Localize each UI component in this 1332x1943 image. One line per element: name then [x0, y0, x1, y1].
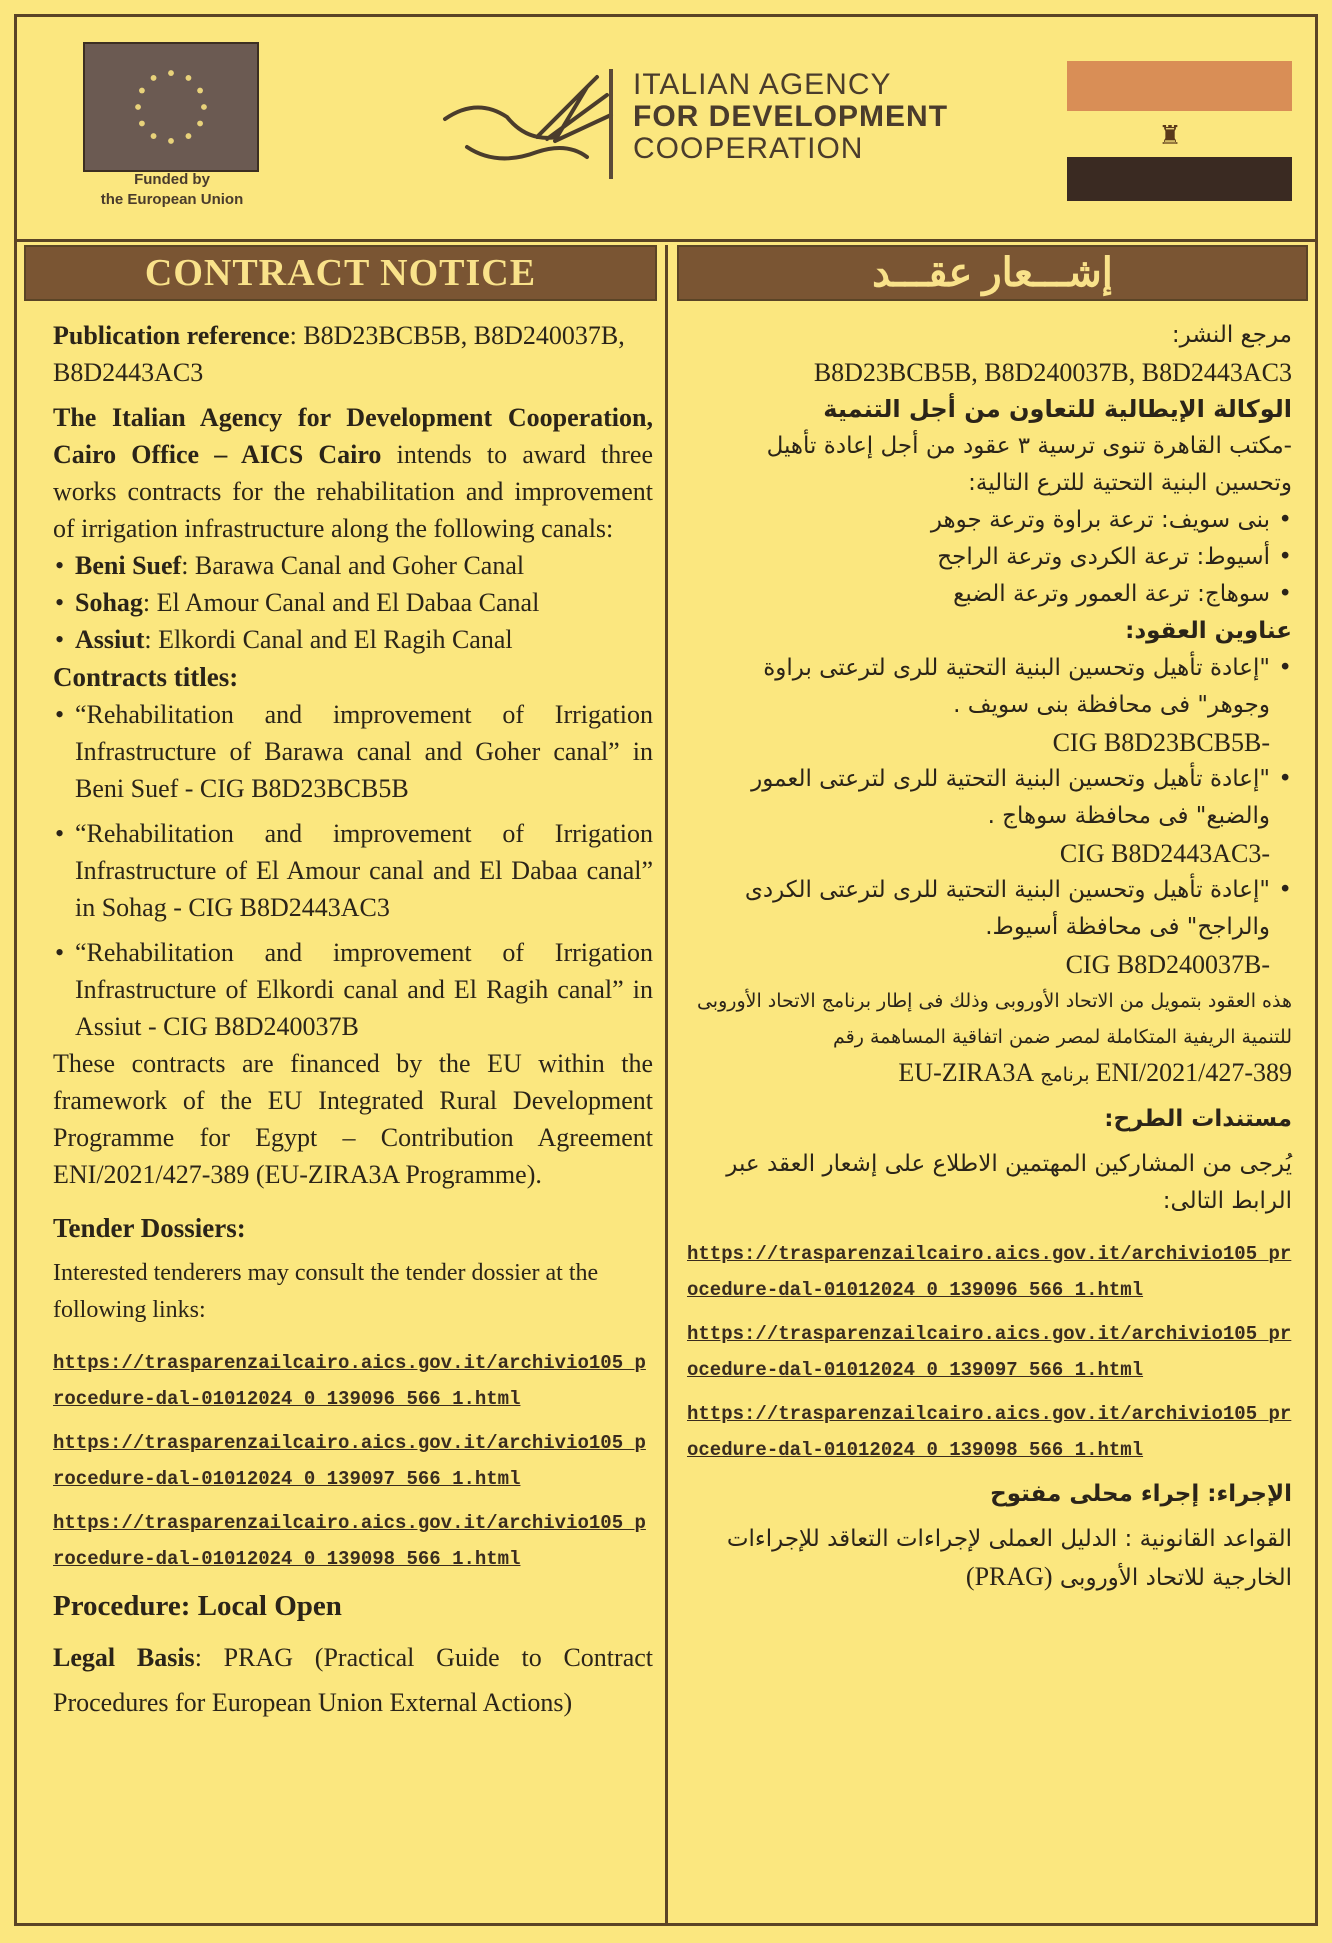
agency-name: [633, 69, 948, 165]
ar-contract-text: "إعادة تأهيل وتحسين البنية التحتية للرى لترعتى براوة وجوهر" فى محافظة بنى سويف .: [763, 655, 1270, 718]
intro-bold: The Italian Agency for Development Cooperation, Cairo Office – AICS Cairo: [53, 403, 653, 469]
ar-contract-cig: CIG B8D2443AC3-: [1059, 839, 1270, 868]
ar-contract-cig: CIG B8D240037B-: [1065, 950, 1270, 979]
list-item: [687, 761, 1292, 872]
list-item: [53, 584, 653, 621]
eu-caption: [77, 170, 267, 210]
eu-caption-line1: Funded by: [134, 171, 210, 188]
ar-tender-link[interactable]: https://trasparenzailcairo.aics.gov.it/archivio105_procedure-dal-01012024_0_139097_566_1.html: [687, 1323, 1292, 1381]
legal-label: Legal Basis: [53, 1643, 195, 1672]
ar-legal-prag: (PRAG): [965, 1562, 1053, 1591]
intro-rest: intends to award three works contracts for the rehabilitation and improvement of irrigation infrastructure along the following canals:: [53, 440, 653, 543]
ar-financing-text: هذه العقود بتمويل من الاتحاد الأوروبى وذلك فى إطار برنامج الاتحاد الأوروبى للتنمية الريفية المتكاملة لمصر ضمن اتفاقية المساهمة رقم: [696, 990, 1292, 1048]
canal-text: : Barawa Canal and Goher Canal: [181, 551, 525, 580]
english-column: [53, 317, 653, 1725]
list-item: [53, 547, 653, 584]
canal-text: : Elkordi Canal and El Ragih Canal: [144, 625, 513, 654]
list-item: [687, 872, 1292, 983]
ar-legal-text: القواعد القانونية : الدليل العملى لإجراءات التعاقد للإجراءات الخارجية للاتحاد الأوروبى: [726, 1526, 1292, 1591]
aics-dove-logo: [437, 67, 617, 177]
tender-link[interactable]: https://trasparenzailcairo.aics.gov.it/archivio105_procedure-dal-01012024_0_139098_566_1.html: [53, 1512, 646, 1570]
legal-value: : PRAG (Practical Guide to Contract Procedures for European Union External Actions): [53, 1643, 653, 1717]
intro-paragraph: [53, 399, 653, 547]
ar-pubref-value: B8D23BCB5B, B8D240037B, B8D2443AC3: [813, 358, 1292, 387]
canal-region: Assiut: [75, 625, 145, 654]
canal-region: Beni Suef: [75, 551, 182, 580]
agency-line3: COOPERATION: [633, 132, 864, 165]
list-item: • بنى سويف: ترعة براوة وترعة جوهر: [687, 502, 1292, 539]
ar-financing-programme: EU-ZIRA3A: [898, 1058, 1035, 1087]
eu-caption-line2: the European Union: [100, 191, 244, 208]
pubref-label: Publication reference: [53, 321, 290, 350]
ar-dossiers-text: يُرجى من المشاركين المهتمين الاطلاع على إشعار العقد عبر الرابط التالى:: [726, 1151, 1292, 1214]
ar-tender-link[interactable]: https://trasparenzailcairo.aics.gov.it/archivio105_procedure-dal-01012024_0_139096_566_1.html: [687, 1243, 1292, 1301]
ar-contract-text: "إعادة تأهيل وتحسين البنية التحتية للرى لترعتى الكردى والراجح" فى محافظة أسيوط.: [744, 877, 1270, 940]
canals-list: [53, 547, 653, 658]
list-item: • “Rehabilitation and improvement of Irrigation Infrastructure of El Amour canal and El Dabaa canal” in Sohag - CIG B8D2443AC3: [53, 815, 653, 926]
aics-separator: [609, 69, 613, 179]
banner-en-text: CONTRACT NOTICE: [144, 252, 537, 294]
ar-financing-programme-label: برنامج: [1040, 1064, 1090, 1086]
ar-intro-bold: الوكالة الإيطالية للتعاون من أجل التنمية: [823, 395, 1292, 423]
ar-contract-text: "إعادة تأهيل وتحسين البنية التحتية للرى لترعتى العمور والضبع" فى محافظة سوهاج .: [751, 766, 1270, 829]
list-item: • “Rehabilitation and improvement of Irrigation Infrastructure of Barawa canal and Goher canal” in Beni Suef - CIG B8D23BCB5B: [53, 696, 653, 807]
dossiers-text: Interested tenderers may consult the tender dossier at the following links:: [53, 1260, 599, 1323]
tender-link[interactable]: https://trasparenzailcairo.aics.gov.it/archivio105_procedure-dal-01012024_0_139097_566_1.html: [53, 1432, 646, 1490]
ar-legal-basis: [687, 1521, 1292, 1597]
procedure: Procedure: Local Open: [53, 1590, 342, 1622]
list-item: • “Rehabilitation and improvement of Irrigation Infrastructure of Elkordi canal and El Ragih canal” in Assiut - CIG B8D240037B: [53, 934, 653, 1045]
ar-pubref-label: مرجع النشر:: [1171, 322, 1292, 348]
ar-financing: [687, 983, 1292, 1093]
banner-ar: [677, 245, 1308, 301]
canal-region: Sohag: [75, 588, 143, 617]
ar-procedure: الإجراء: إجراء محلى مفتوح: [990, 1481, 1292, 1507]
publication-reference: [53, 317, 653, 391]
egypt-flag-black-band: [1067, 157, 1292, 201]
ar-intro-rest: -مكتب القاهرة تنوى ترسية ٣ عقود من أجل إعادة تأهيل وتحسين البنية التحتية للترع التالية:: [766, 433, 1292, 496]
column-divider: [665, 245, 668, 1925]
eu-flag-logo: [83, 42, 259, 172]
list-item: • سوهاج: ترعة العمور وترعة الضبع: [687, 576, 1292, 613]
list-item: [53, 621, 653, 658]
tender-link[interactable]: https://trasparenzailcairo.aics.gov.it/archivio105_procedure-dal-01012024_0_139096_566_1.html: [53, 1352, 646, 1410]
header: [17, 17, 1315, 242]
ar-dossiers-heading: مستندات الطرح:: [1104, 1106, 1292, 1132]
ar-contracts-list: [687, 650, 1292, 983]
arabic-column: [687, 317, 1292, 1597]
ar-contracts-heading: عناوين العقود:: [1125, 618, 1292, 644]
financing-paragraph: These contracts are financed by the EU within the framework of the EU Integrated Rural Development Programme for Egypt – Contribution Agreement ENI/2021/427-389 (EU-ZIRA3A Programme).: [53, 1049, 653, 1189]
legal-basis: [53, 1635, 653, 1725]
list-item: [687, 650, 1292, 761]
banner-ar-text: إشـــعار عقـــد: [872, 250, 1113, 295]
banner-en: [24, 245, 657, 301]
egypt-eagle-icon: ♜: [1158, 121, 1182, 150]
ar-tender-link[interactable]: https://trasparenzailcairo.aics.gov.it/archivio105_procedure-dal-01012024_0_139098_566_1.html: [687, 1403, 1292, 1461]
ar-canals-list: [687, 502, 1292, 613]
ar-financing-agreement: ENI/2021/427-389: [1095, 1058, 1292, 1087]
canal-text: : El Amour Canal and El Dabaa Canal: [142, 588, 540, 617]
agency-line2: FOR DEVELOPMENT: [633, 100, 949, 133]
agency-line1: ITALIAN AGENCY: [633, 68, 892, 101]
list-item: • أسيوط: ترعة الكردى وترعة الراجح: [687, 539, 1292, 576]
dossiers-heading: Tender Dossiers:: [53, 1213, 246, 1243]
notice-frame: [14, 14, 1318, 1926]
contracts-heading: Contracts titles:: [53, 662, 239, 692]
ar-contract-cig: CIG B8D23BCB5B-: [1052, 728, 1270, 757]
pubref-value: : B8D23BCB5B, B8D240037B, B8D2443AC3: [53, 321, 625, 387]
egypt-flag-red-band: [1067, 61, 1292, 111]
contracts-list: [53, 696, 653, 1045]
